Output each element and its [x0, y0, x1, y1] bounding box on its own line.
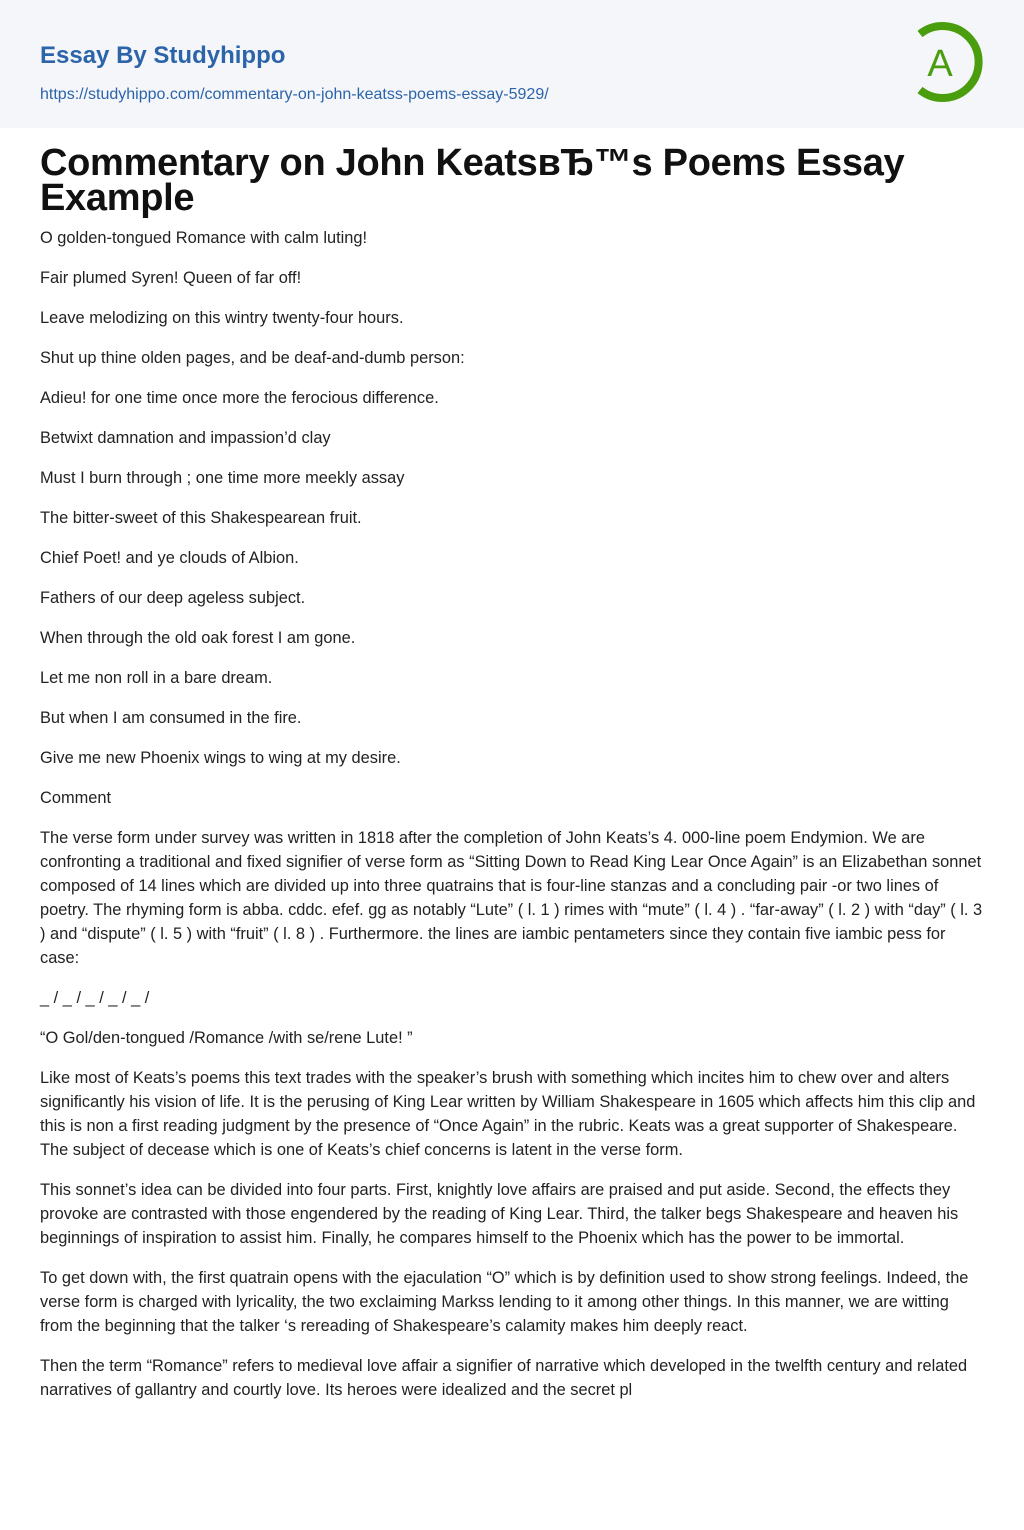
studyhippo-logo-icon[interactable]	[912, 20, 986, 104]
essay-paragraph: When through the old oak forest I am gone.	[40, 629, 356, 647]
essay-paragraph: Comment	[40, 789, 112, 807]
site-header	[0, 0, 1024, 128]
essay-paragraph: _ / _ / _ / _ / _ /	[40, 989, 150, 1007]
essay-paragraph: Then the term “Romance” refers to medieval love affair a signifier of narrative which developed in the twelfth century and related narratives of gallantry and courtly love. Its heroes were idealized and the secret pl	[40, 1357, 968, 1399]
essay-paragraph: The verse form under survey was written in 1818 after the completion of John Keats’s 4. 000-line poem Endymion. We are confronting a traditional and fixed signifier of verse form as “Sitting Down to Read King Lear Once Again” is an Elizabethan sonnet composed of 14 lines which are divided up into three quatrains that is four-line stanzas and a concluding pair -or two lines of poetry. The rhyming form is abba. cddc. efef. gg as notably “Lute” ( l. 1 ) rimes with “mute” ( l. 4 ) . “far-away” ( l. 2 ) with “day” ( l. 3 ) and “dispute” ( l. 5 ) with “fruit” ( l. 8 ) . Furthermore. the lines are iambic pentameters since they contain five iambic pess for case:	[40, 829, 983, 967]
essay-paragraph: This sonnet’s idea can be divided into four parts. First, knightly love affairs are praised and put aside. Second, the effects they provoke are contrasted with those engendered by the reading of King Lear. Third, the talker begs Shakespeare and heaven his beginnings of inspiration to assist him. Finally, he compares himself to the Phoenix which has the power to be immortal.	[40, 1181, 959, 1247]
essay-paragraph: Adieu! for one time once more the ferocious difference.	[40, 389, 439, 407]
brand-title[interactable]: Essay By Studyhippo	[40, 42, 286, 69]
essay-paragraph: Give me new Phoenix wings to wing at my desire.	[40, 749, 401, 767]
essay-paragraph: Chief Poet! and ye clouds of Albion.	[40, 549, 299, 567]
essay-body	[40, 226, 984, 1402]
logo-letter: A	[927, 43, 953, 85]
essay-paragraph: Fathers of our deep ageless subject.	[40, 589, 306, 607]
essay-paragraph: O golden-tongued Romance with calm luting!	[40, 229, 368, 247]
essay-content	[0, 128, 1024, 1402]
essay-paragraph: Fair plumed Syren! Queen of far off!	[40, 269, 302, 287]
essay-url-link[interactable]: https://studyhippo.com/commentary-on-john-keatss-poems-essay-5929/	[40, 86, 549, 103]
essay-paragraph: Let me non roll in a bare dream.	[40, 669, 273, 687]
essay-paragraph: Must I burn through ; one time more meekly assay	[40, 469, 405, 487]
essay-paragraph: The bitter-sweet of this Shakespearean fruit.	[40, 509, 362, 527]
essay-paragraph: Like most of Keats’s poems this text trades with the speaker’s brush with something which incites him to chew over and alters significantly his vision of life. It is the perusing of King Lear written by William Shakespeare in 1605 which affects him this clip and this is non a first reading judgment by the presence of “Once Again” in the rubric. Keats was a great supporter of Shakespeare. The subject of decease which is one of Keats’s chief concerns is latent in the verse form.	[40, 1069, 976, 1159]
essay-paragraph: Shut up thine olden pages, and be deaf-and-dumb person:	[40, 349, 465, 367]
essay-paragraph: Betwixt damnation and impassion’d clay	[40, 429, 331, 447]
essay-paragraph: To get down with, the first quatrain opens with the ejaculation “O” which is by definition used to show strong feelings. Indeed, the verse form is charged with lyricality, the two exclaiming Markss lending to it among other things. In this manner, we are witting from the beginning that the talker ‘s rereading of Shakespeare’s calamity makes him deeply react.	[40, 1269, 969, 1335]
page-title: Commentary on John KeatsвЂ™s Poems Essay Example	[40, 142, 905, 219]
essay-paragraph: But when I am consumed in the fire.	[40, 709, 302, 727]
essay-paragraph: Leave melodizing on this wintry twenty-four hours.	[40, 309, 404, 327]
essay-paragraph: “O Gol/den-tongued /Romance /with se/rene Lute! ”	[40, 1029, 413, 1047]
